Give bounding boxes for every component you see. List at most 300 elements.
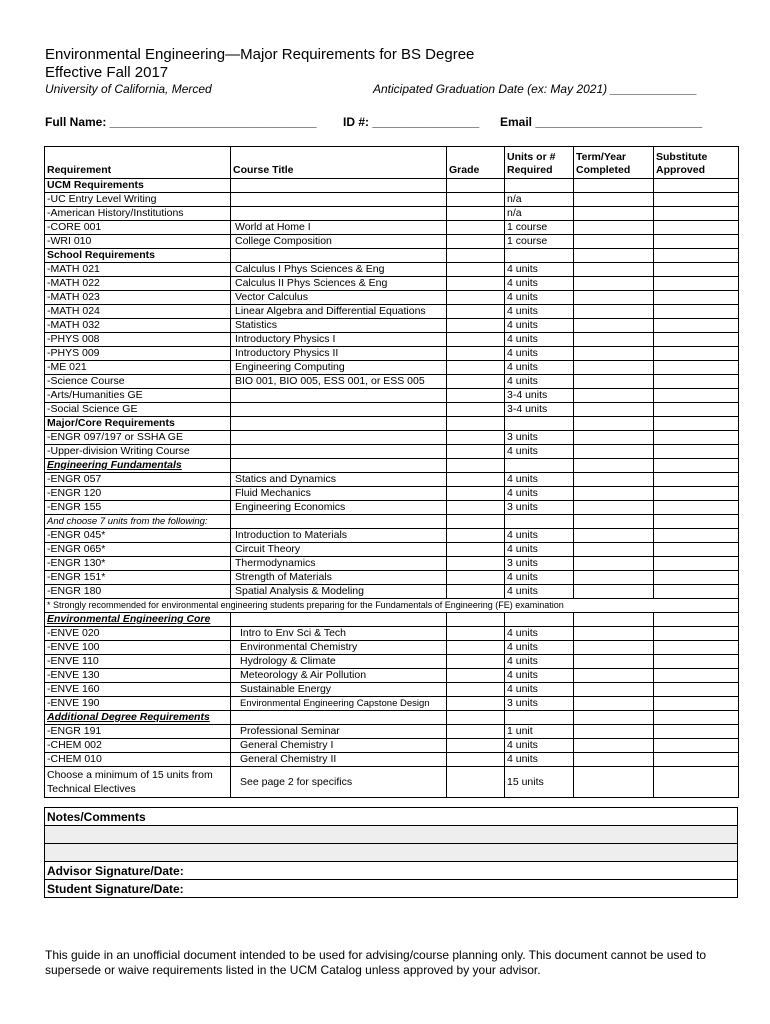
col-sub-line2: Approved [656, 164, 706, 176]
course-title-cell: Environmental Engineering Capstone Design [231, 697, 447, 711]
units-cell: 3 units [505, 501, 574, 515]
units-cell: 4 units [505, 585, 574, 599]
grade-cell[interactable] [447, 193, 505, 207]
requirement-cell: -Upper-division Writing Course [45, 445, 231, 459]
units-cell [505, 249, 574, 263]
table-row [45, 585, 739, 599]
grade-cell[interactable] [447, 333, 505, 347]
term-completed-cell[interactable] [574, 347, 654, 361]
table-row [45, 725, 739, 739]
table-row [45, 445, 739, 459]
substitute-approved-cell[interactable] [654, 221, 739, 235]
course-title-cell [231, 207, 447, 221]
substitute-approved-cell[interactable] [654, 697, 739, 711]
substitute-approved-cell[interactable] [654, 669, 739, 683]
course-title-cell: Engineering Computing [231, 361, 447, 375]
grade-cell[interactable] [447, 417, 505, 431]
id-field[interactable]: ID #: ________________ [343, 115, 480, 129]
table-row [45, 319, 739, 333]
advisor-signature-label[interactable]: Advisor Signature/Date: [45, 862, 738, 880]
substitute-approved-cell[interactable] [654, 613, 739, 627]
requirement-cell: -ENVE 110 [45, 655, 231, 669]
course-title-cell: Fluid Mechanics [231, 487, 447, 501]
student-signature-row[interactable] [45, 880, 738, 898]
requirement-cell: Choose a minimum of 15 units from Technical Electives [45, 767, 231, 798]
course-title-cell [231, 613, 447, 627]
grade-cell[interactable] [447, 179, 505, 193]
course-title-cell [231, 249, 447, 263]
requirement-cell: -ENVE 160 [45, 683, 231, 697]
grade-cell[interactable] [447, 445, 505, 459]
term-completed-cell[interactable] [574, 543, 654, 557]
course-title-cell: Environmental Chemistry [231, 641, 447, 655]
term-completed-cell[interactable] [574, 389, 654, 403]
table-row [45, 501, 739, 515]
term-completed-cell[interactable] [574, 683, 654, 697]
requirement-cell: -Social Science GE [45, 403, 231, 417]
table-row [45, 529, 739, 543]
requirement-cell: -ME 021 [45, 361, 231, 375]
substitute-approved-cell[interactable] [654, 641, 739, 655]
requirement-cell: -ENVE 190 [45, 697, 231, 711]
substitute-approved-cell[interactable] [654, 655, 739, 669]
grade-cell[interactable] [447, 697, 505, 711]
table-row [45, 389, 739, 403]
units-cell: 4 units [505, 641, 574, 655]
table-row [45, 711, 739, 725]
table-row [45, 207, 739, 221]
advisor-signature-row[interactable] [45, 862, 738, 880]
units-cell: 4 units [505, 543, 574, 557]
term-completed-cell[interactable] [574, 655, 654, 669]
term-completed-cell[interactable] [574, 445, 654, 459]
course-title-cell: General Chemistry I [231, 739, 447, 753]
term-completed-cell[interactable] [574, 235, 654, 249]
substitute-approved-cell[interactable] [654, 459, 739, 473]
table-row [45, 361, 739, 375]
notes-header: Notes/Comments [45, 808, 738, 826]
substitute-approved-cell[interactable] [654, 431, 739, 445]
course-title-cell: Calculus I Phys Sciences & Eng [231, 263, 447, 277]
requirement-cell: -Arts/Humanities GE [45, 389, 231, 403]
requirement-cell: -ENGR 130* [45, 557, 231, 571]
grade-cell[interactable] [447, 571, 505, 585]
grade-cell[interactable] [447, 375, 505, 389]
col-term [574, 147, 654, 179]
units-cell: 4 units [505, 529, 574, 543]
table-row [45, 627, 739, 641]
notes-line[interactable] [45, 826, 738, 844]
term-completed-cell[interactable] [574, 767, 654, 798]
requirement-cell: -ENGR 180 [45, 585, 231, 599]
section-heading: School Requirements [45, 249, 231, 263]
substitute-approved-cell[interactable] [654, 711, 739, 725]
grade-cell[interactable] [447, 389, 505, 403]
grade-cell[interactable] [447, 207, 505, 221]
table-row [45, 543, 739, 557]
table-row [45, 403, 739, 417]
units-cell: 4 units [505, 487, 574, 501]
table-row [45, 515, 739, 529]
section-heading: Engineering Fundamentals [45, 459, 231, 473]
units-cell: 4 units [505, 361, 574, 375]
grade-cell[interactable] [447, 459, 505, 473]
units-cell: 4 units [505, 277, 574, 291]
term-completed-cell[interactable] [574, 473, 654, 487]
substitute-approved-cell[interactable] [654, 753, 739, 767]
requirements-table [44, 146, 739, 798]
course-title-cell: Vector Calculus [231, 291, 447, 305]
term-completed-cell[interactable] [574, 263, 654, 277]
requirement-cell: -ENGR 191 [45, 725, 231, 739]
notes-line[interactable] [45, 844, 738, 862]
substitute-approved-cell[interactable] [654, 585, 739, 599]
grade-cell[interactable] [447, 585, 505, 599]
requirement-cell: -ENGR 097/197 or SSHA GE [45, 431, 231, 445]
term-completed-cell[interactable] [574, 613, 654, 627]
student-signature-label[interactable]: Student Signature/Date: [45, 880, 738, 898]
term-completed-cell[interactable] [574, 585, 654, 599]
university-name: University of California, Merced [45, 82, 212, 96]
col-units [505, 147, 574, 179]
grade-cell[interactable] [447, 515, 505, 529]
units-cell: 1 course [505, 221, 574, 235]
course-title-cell: Circuit Theory [231, 543, 447, 557]
term-completed-cell[interactable] [574, 739, 654, 753]
table-row [45, 291, 739, 305]
table-row [45, 347, 739, 361]
graduation-date-field[interactable]: Anticipated Graduation Date (ex: May 2021) _____________ [373, 82, 698, 96]
substitute-approved-cell[interactable] [654, 543, 739, 557]
substitute-approved-cell[interactable] [654, 249, 739, 263]
col-units-line1: Units or # [507, 151, 556, 163]
term-completed-cell[interactable] [574, 403, 654, 417]
substitute-approved-cell[interactable] [654, 207, 739, 221]
term-completed-cell[interactable] [574, 515, 654, 529]
course-title-cell: World at Home I [231, 221, 447, 235]
course-title-cell [231, 403, 447, 417]
substitute-approved-cell[interactable] [654, 263, 739, 277]
substitute-approved-cell[interactable] [654, 235, 739, 249]
substitute-approved-cell[interactable] [654, 361, 739, 375]
term-completed-cell[interactable] [574, 459, 654, 473]
table-row [45, 417, 739, 431]
term-completed-cell[interactable] [574, 725, 654, 739]
course-title-cell: Sustainable Energy [231, 683, 447, 697]
table-row [45, 249, 739, 263]
course-title-cell [231, 417, 447, 431]
document-title: Environmental Engineering—Major Requirements for BS Degree [45, 46, 475, 63]
substitute-approved-cell[interactable] [654, 627, 739, 641]
table-row [45, 333, 739, 347]
table-row [45, 753, 739, 767]
substitute-approved-cell[interactable] [654, 571, 739, 585]
grade-cell[interactable] [447, 473, 505, 487]
table-row [45, 697, 739, 711]
units-cell: 1 unit [505, 725, 574, 739]
requirement-cell: -ENGR 065* [45, 543, 231, 557]
units-cell: 4 units [505, 739, 574, 753]
term-completed-cell[interactable] [574, 501, 654, 515]
substitute-approved-cell[interactable] [654, 375, 739, 389]
course-title-cell: College Composition [231, 235, 447, 249]
course-title-cell: Engineering Economics [231, 501, 447, 515]
col-substitute [654, 147, 739, 179]
requirement-cell: -CHEM 010 [45, 753, 231, 767]
term-completed-cell[interactable] [574, 697, 654, 711]
section-heading: And choose 7 units from the following: [45, 515, 231, 529]
units-cell [505, 179, 574, 193]
units-cell: 3-4 units [505, 403, 574, 417]
grade-cell[interactable] [447, 711, 505, 725]
section-heading: Environmental Engineering Core [45, 613, 231, 627]
notes-input-2[interactable] [45, 844, 738, 862]
grade-cell[interactable] [447, 627, 505, 641]
course-title-cell [231, 389, 447, 403]
table-row [45, 683, 739, 697]
units-cell: 4 units [505, 333, 574, 347]
grade-cell[interactable] [447, 249, 505, 263]
grade-cell[interactable] [447, 347, 505, 361]
requirement-cell: -ENGR 120 [45, 487, 231, 501]
table-row [45, 571, 739, 585]
requirement-cell: -WRI 010 [45, 235, 231, 249]
grade-cell[interactable] [447, 641, 505, 655]
units-cell [505, 711, 574, 725]
course-title-cell: See page 2 for specifics [231, 767, 447, 798]
grade-cell[interactable] [447, 431, 505, 445]
table-row [45, 655, 739, 669]
term-completed-cell[interactable] [574, 753, 654, 767]
term-completed-cell[interactable] [574, 319, 654, 333]
grade-cell[interactable] [447, 669, 505, 683]
substitute-approved-cell[interactable] [654, 389, 739, 403]
full-name-field[interactable]: Full Name: _______________________________ [45, 115, 317, 129]
grade-cell[interactable] [447, 235, 505, 249]
requirement-cell: -PHYS 008 [45, 333, 231, 347]
substitute-approved-cell[interactable] [654, 557, 739, 571]
term-completed-cell[interactable] [574, 221, 654, 235]
term-completed-cell[interactable] [574, 487, 654, 501]
substitute-approved-cell[interactable] [654, 473, 739, 487]
substitute-approved-cell[interactable] [654, 277, 739, 291]
substitute-approved-cell[interactable] [654, 501, 739, 515]
course-title-cell: General Chemistry II [231, 753, 447, 767]
table-row [45, 767, 739, 798]
units-cell [505, 459, 574, 473]
grade-cell[interactable] [447, 557, 505, 571]
substitute-approved-cell[interactable] [654, 179, 739, 193]
term-completed-cell[interactable] [574, 249, 654, 263]
requirement-cell: -ENVE 100 [45, 641, 231, 655]
units-cell: 4 units [505, 571, 574, 585]
term-completed-cell[interactable] [574, 669, 654, 683]
section-heading: Additional Degree Requirements [45, 711, 231, 725]
term-completed-cell[interactable] [574, 333, 654, 347]
notes-input-1[interactable] [45, 826, 738, 844]
substitute-approved-cell[interactable] [654, 305, 739, 319]
table-row [45, 277, 739, 291]
grade-cell[interactable] [447, 767, 505, 798]
grade-cell[interactable] [447, 725, 505, 739]
term-completed-cell[interactable] [574, 641, 654, 655]
course-title-cell: Intro to Env Sci & Tech [231, 627, 447, 641]
email-field[interactable]: Email _________________________ [500, 115, 703, 129]
units-cell: n/a [505, 207, 574, 221]
table-row [45, 641, 739, 655]
units-cell: 4 units [505, 753, 574, 767]
course-title-cell: Statistics [231, 319, 447, 333]
units-cell: 4 units [505, 319, 574, 333]
grade-cell[interactable] [447, 221, 505, 235]
term-completed-cell[interactable] [574, 361, 654, 375]
grade-cell[interactable] [447, 501, 505, 515]
term-completed-cell[interactable] [574, 305, 654, 319]
term-completed-cell[interactable] [574, 529, 654, 543]
term-completed-cell[interactable] [574, 431, 654, 445]
grade-cell[interactable] [447, 305, 505, 319]
table-row [45, 263, 739, 277]
table-row [45, 739, 739, 753]
grade-cell[interactable] [447, 739, 505, 753]
table-row [45, 221, 739, 235]
substitute-approved-cell[interactable] [654, 347, 739, 361]
substitute-approved-cell[interactable] [654, 417, 739, 431]
table-row [45, 613, 739, 627]
units-cell [505, 613, 574, 627]
substitute-approved-cell[interactable] [654, 529, 739, 543]
course-title-cell [231, 515, 447, 529]
course-title-cell: Spatial Analysis & Modeling [231, 585, 447, 599]
term-completed-cell[interactable] [574, 571, 654, 585]
course-title-cell [231, 445, 447, 459]
grade-cell[interactable] [447, 263, 505, 277]
term-completed-cell[interactable] [574, 193, 654, 207]
term-completed-cell[interactable] [574, 557, 654, 571]
requirement-cell: -ENGR 057 [45, 473, 231, 487]
term-completed-cell[interactable] [574, 291, 654, 305]
table-row [45, 487, 739, 501]
course-title-cell: Calculus II Phys Sciences & Eng [231, 277, 447, 291]
substitute-approved-cell[interactable] [654, 403, 739, 417]
term-completed-cell[interactable] [574, 417, 654, 431]
course-title-cell: Hydrology & Climate [231, 655, 447, 669]
table-row [45, 305, 739, 319]
section-heading: Major/Core Requirements [45, 417, 231, 431]
grade-cell[interactable] [447, 291, 505, 305]
course-title-cell: Thermodynamics [231, 557, 447, 571]
substitute-approved-cell[interactable] [654, 333, 739, 347]
requirement-cell: -CHEM 002 [45, 739, 231, 753]
requirement-cell: -ENVE 020 [45, 627, 231, 641]
substitute-approved-cell[interactable] [654, 725, 739, 739]
grade-cell[interactable] [447, 487, 505, 501]
substitute-approved-cell[interactable] [654, 291, 739, 305]
grade-cell[interactable] [447, 403, 505, 417]
course-title-cell: Linear Algebra and Differential Equations [231, 305, 447, 319]
grade-cell[interactable] [447, 753, 505, 767]
col-term-line2: Completed [576, 164, 631, 176]
grade-cell[interactable] [447, 277, 505, 291]
col-requirement: Requirement [45, 147, 231, 179]
substitute-approved-cell[interactable] [654, 487, 739, 501]
requirement-cell: -CORE 001 [45, 221, 231, 235]
substitute-approved-cell[interactable] [654, 319, 739, 333]
units-cell: 4 units [505, 375, 574, 389]
substitute-approved-cell[interactable] [654, 739, 739, 753]
term-completed-cell[interactable] [574, 207, 654, 221]
requirements-body [45, 179, 739, 798]
course-title-cell: BIO 001, BIO 005, ESS 001, or ESS 005 [231, 375, 447, 389]
units-cell: n/a [505, 193, 574, 207]
disclaimer-text: This guide in an unofficial document intended to be used for advising/course planning only. This document cannot be used to supersede or waive requirements listed in the UCM Catalog unless approved by your advisor. [45, 948, 707, 977]
grade-cell[interactable] [447, 613, 505, 627]
requirement-cell: -ENGR 151* [45, 571, 231, 585]
grade-cell[interactable] [447, 361, 505, 375]
substitute-approved-cell[interactable] [654, 515, 739, 529]
units-cell [505, 417, 574, 431]
term-completed-cell[interactable] [574, 179, 654, 193]
substitute-approved-cell[interactable] [654, 767, 739, 798]
requirement-cell: -MATH 021 [45, 263, 231, 277]
col-grade: Grade [447, 147, 505, 179]
course-title-cell [231, 711, 447, 725]
units-cell: 4 units [505, 473, 574, 487]
units-cell: 15 units [505, 767, 574, 798]
grade-cell[interactable] [447, 543, 505, 557]
course-title-cell: Meteorology & Air Pollution [231, 669, 447, 683]
grade-cell[interactable] [447, 319, 505, 333]
course-title-cell [231, 179, 447, 193]
units-cell: 4 units [505, 669, 574, 683]
units-cell [505, 515, 574, 529]
term-completed-cell[interactable] [574, 277, 654, 291]
term-completed-cell[interactable] [574, 711, 654, 725]
requirement-cell: -MATH 032 [45, 319, 231, 333]
requirement-cell: -MATH 024 [45, 305, 231, 319]
course-title-cell: Introduction to Materials [231, 529, 447, 543]
substitute-approved-cell[interactable] [654, 683, 739, 697]
substitute-approved-cell[interactable] [654, 193, 739, 207]
course-title-cell [231, 431, 447, 445]
col-sub-line1: Substitute [656, 151, 708, 163]
units-cell: 3 units [505, 697, 574, 711]
grade-cell[interactable] [447, 683, 505, 697]
table-row [45, 557, 739, 571]
col-term-line1: Term/Year [576, 151, 627, 163]
footnote: * Strongly recommended for environmental engineering students preparing for the Fundamentals of Engineering (FE) examination [45, 599, 739, 613]
substitute-approved-cell[interactable] [654, 445, 739, 459]
term-completed-cell[interactable] [574, 627, 654, 641]
term-completed-cell[interactable] [574, 375, 654, 389]
grade-cell[interactable] [447, 529, 505, 543]
requirement-cell: -ENGR 045* [45, 529, 231, 543]
units-cell: 4 units [505, 305, 574, 319]
units-cell: 3 units [505, 431, 574, 445]
table-row [45, 375, 739, 389]
notes-header-row [45, 808, 738, 826]
requirement-cell: -American History/Institutions [45, 207, 231, 221]
table-row [45, 179, 739, 193]
grade-cell[interactable] [447, 655, 505, 669]
section-heading: UCM Requirements [45, 179, 231, 193]
requirement-cell: -PHYS 009 [45, 347, 231, 361]
table-header-row [45, 147, 739, 179]
course-title-cell: Strength of Materials [231, 571, 447, 585]
table-row [45, 599, 739, 613]
course-title-cell: Introductory Physics I [231, 333, 447, 347]
course-title-cell: Introductory Physics II [231, 347, 447, 361]
